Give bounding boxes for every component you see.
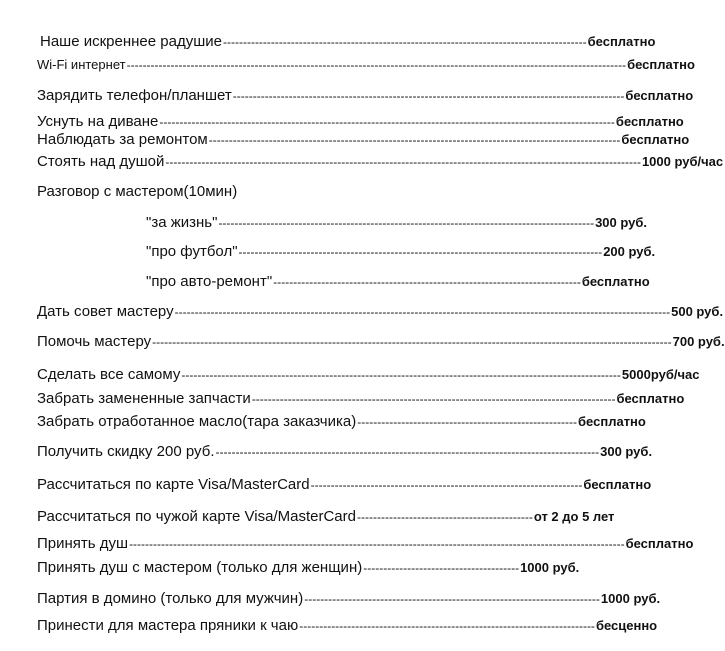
dot-leader: ------------------------------------------------------------------------------------------- [238, 245, 603, 259]
dot-leader: ---------------------------------------------------------------------------------------------------------------------------------- [152, 335, 672, 349]
item-price: бесплатно [625, 88, 694, 103]
item-label: Получить скидку 200 руб. [37, 443, 215, 460]
dot-leader: ------------------------------------------------------------------------------------------- [251, 392, 616, 406]
dot-leader: ----------------------------------------------------------------------------- [273, 275, 581, 289]
item-label: Наше искреннее радушие [40, 33, 222, 50]
item-label: Зарядить телефон/планшет [37, 87, 232, 104]
price-row [37, 535, 694, 553]
item-price: 200 руб. [603, 244, 656, 259]
price-row [37, 366, 700, 384]
price-row [37, 476, 652, 494]
dot-leader: -------------------------------------------------------------------------- [304, 592, 600, 606]
item-label: "за жизнь" [146, 214, 218, 231]
dot-leader: ------------------------------------------------------------------------------------------------ [215, 445, 600, 459]
item-price: бесплатно [627, 57, 695, 72]
dot-leader: ----------------------------------------------------------------------------------------------------------------------------- [126, 58, 627, 72]
price-row [37, 559, 580, 577]
item-price: 500 руб. [671, 304, 724, 319]
price-row [37, 413, 646, 431]
item-price: бесплатно [615, 114, 684, 129]
dot-leader: ------------------------------------------------------- [357, 415, 578, 429]
item-label: Забрать отработанное масло(тара заказчика) [37, 413, 357, 430]
price-row [146, 243, 656, 261]
dot-leader: ----------------------------------------------------------------------------------------------------------------------- [165, 155, 641, 169]
item-price: 1000 руб/час [641, 154, 724, 169]
dot-leader: -------------------------------------------- [357, 510, 533, 524]
dot-leader: -------------------------------------------------------------------- [310, 478, 583, 492]
item-label: Принять душ с мастером (только для женщин) [37, 559, 363, 576]
dot-leader: ------------------------------------------------------------------------------------------- [222, 35, 587, 49]
item-label: Принести для мастера пряники к чаю [37, 617, 299, 634]
item-label: Забрать замененные запчасти [37, 390, 251, 407]
dot-leader: -------------------------------------------------------------------------------------------------- [232, 89, 625, 103]
price-row [146, 214, 648, 232]
item-price: бесплатно [587, 34, 656, 49]
price-row [37, 590, 661, 608]
dot-leader: -------------------------------------------------------------------------- [299, 619, 595, 633]
item-label: Уснуть на диване [37, 113, 159, 130]
item-price: бесценно [595, 618, 658, 633]
item-label: Наблюдать за ремонтом [37, 131, 208, 148]
item-label: "про авто-ремонт" [146, 273, 273, 290]
item-label: "про футбол" [146, 243, 238, 260]
dot-leader: ---------------------------------------------------------------------------------------------- [218, 216, 595, 230]
item-label: Партия в домино (только для мужчин) [37, 590, 304, 607]
item-label: Wi-Fi интернет [37, 57, 126, 72]
price-row [37, 390, 685, 408]
price-row [37, 617, 658, 635]
price-row [37, 153, 724, 171]
price-row [37, 131, 690, 149]
item-label: Дать совет мастеру [37, 303, 174, 320]
item-price: 300 руб. [595, 215, 648, 230]
dot-leader: ---------------------------------------------------------------------------------------------------------------------------- [129, 537, 625, 551]
item-price: бесплатно [621, 132, 690, 147]
item-price: 5000руб/час [621, 367, 700, 382]
price-row [37, 87, 694, 105]
dot-leader: ---------------------------------------------------------------------------------------------------------------------------- [174, 305, 671, 319]
dot-leader: ------------------------------------------------------------------------------------------------------------------ [159, 115, 615, 129]
item-label: Рассчитаться по карте Visa/MasterCard [37, 476, 310, 493]
item-label: Рассчитаться по чужой карте Visa/MasterCard [37, 508, 356, 525]
item-price: от 2 до 5 лет [533, 509, 615, 524]
section-heading: Разговор с мастером(10мин) [37, 183, 238, 200]
price-row [37, 113, 684, 131]
price-row [40, 33, 656, 51]
item-label: Стоять над душой [37, 153, 165, 170]
price-row [146, 273, 650, 291]
price-row [37, 443, 653, 461]
item-price: бесплатно [616, 391, 685, 406]
item-label: Помочь мастеру [37, 333, 152, 350]
price-row [37, 303, 724, 321]
item-label: Сделать все самому [37, 366, 181, 383]
price-row [37, 56, 695, 74]
item-price: бесплатно [578, 414, 646, 429]
dot-leader: ------------------------------------------------------------------------------------------------------- [208, 133, 621, 147]
item-price: бесплатно [583, 477, 652, 492]
item-price: 1000 руб. [600, 591, 661, 606]
item-price: бесплатно [581, 274, 650, 289]
price-row [37, 333, 725, 351]
price-row [37, 508, 615, 526]
item-price: 300 руб. [600, 444, 653, 459]
item-label: Принять душ [37, 535, 129, 552]
item-price: бесплатно [625, 536, 694, 551]
dot-leader: -------------------------------------------------------------------------------------------------------------- [181, 368, 621, 382]
dot-leader: --------------------------------------- [363, 561, 520, 575]
item-price: 700 руб. [672, 334, 725, 349]
item-price: 1000 руб. [520, 560, 580, 575]
